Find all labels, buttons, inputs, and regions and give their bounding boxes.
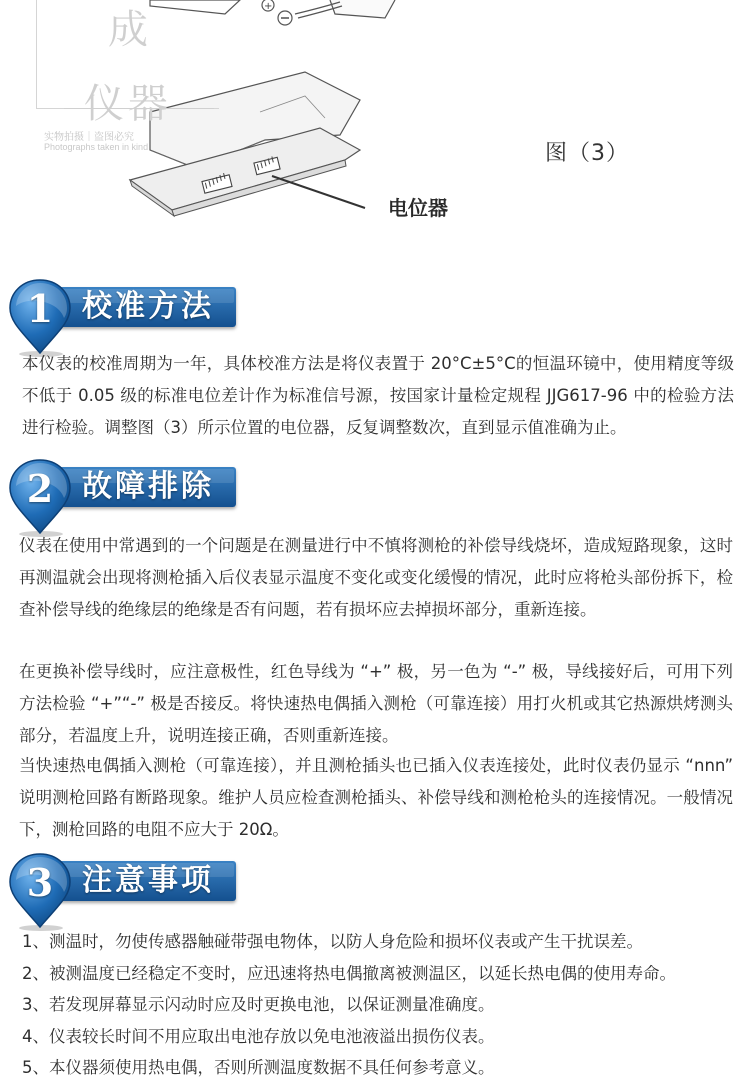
section-title: 校准方法: [82, 289, 214, 324]
watermark-char: 成: [108, 7, 148, 53]
section-number: 2: [26, 466, 54, 511]
list-item: 3、若发现屏幕显示闪动时应及时更换电池，以保证测量准确度。: [22, 995, 495, 1014]
troubleshooting-paragraph: 仪表在使用中常遇到的一个问题是在测量进行中不慎将测枪的补偿导线烧坏，造成短路现象，这时再测温就会出现将测枪插入后仪表显示温度不变化或变化缓慢的情况，此时应将枪头部份拆下，检查补偿导线的绝缘层的绝缘是否有问题，若有损坏应去掉损坏部分，重新连接。: [19, 536, 733, 619]
precautions-list: [22, 926, 734, 1084]
figure-caption: 图（3）: [545, 141, 629, 166]
watermark-notice-en: Photographs taken in kind: [44, 142, 149, 152]
calibration-paragraph: 本仪表的校准周期为一年，具体校准方法是将仪表置于 20°C±5°C的恒温环镜中，使用精度等级不低于 0.05 级的标准电位差计作为标准信号源，按国家计量检定规程 JJG617-96 中的检验方法进行检验。调整图（3）所示位置的电位器，反复调整数次，直到显示值准确为止。: [22, 354, 734, 437]
figure-area: [0, 0, 750, 250]
section-header-precautions: [8, 852, 240, 932]
section-header-calibration: [8, 278, 240, 358]
troubleshooting-paragraph: 在更换补偿导线时，应注意极性，红色导线为 “+” 极，另一色为 “-” 极，导线接好后，可用下列方法检验 “+”“-” 极是否接反。将快速热电偶插入测枪（可靠连接）用打火机或其它热源烘烤测头部分，若温度上升，说明连接正确，否则重新连接。: [19, 662, 733, 745]
svg-text:+: +: [264, 1, 273, 12]
list-item: 2、被测温度已经稳定不变时，应迅速将热电偶撤离被测温区，以延长热电偶的使用寿命。: [22, 963, 676, 983]
section-number: 3: [26, 860, 54, 905]
potentiometer-label: 电位器: [388, 196, 448, 220]
section-header-troubleshooting: [8, 458, 240, 538]
watermark-char: 仪器: [84, 81, 172, 127]
section-number: 1: [26, 286, 54, 331]
section-title: 注意事项: [82, 863, 214, 898]
section-title: 故障排除: [82, 469, 214, 504]
list-item: 4、仪表较长时间不用应取出电池存放以免电池液溢出损伤仪表。: [22, 1026, 495, 1046]
watermark-notice: 实物拍摄｜盗图必究: [44, 132, 134, 143]
watermark-divider: [64, 108, 214, 109]
troubleshooting-paragraph: 当快速热电偶插入测枪（可靠连接），并且测枪插头也已插入仪表连接处，此时仪表仍显示 “nnn” 说明测枪回路有断路现象。维护人员应检查测枪插头、补偿导线和测枪枪头的连接情况。一般情况下，测枪回路的电阻不应大于 20Ω。: [19, 756, 733, 839]
list-item: 1、测温时，勿使传感器触碰带强电物体，以防人身危险和损坏仪表或产生干扰误差。: [22, 932, 643, 951]
list-item: 5、本仪器须使用热电偶，否则所测温度数据不具任何参考意义。: [22, 1058, 495, 1077]
